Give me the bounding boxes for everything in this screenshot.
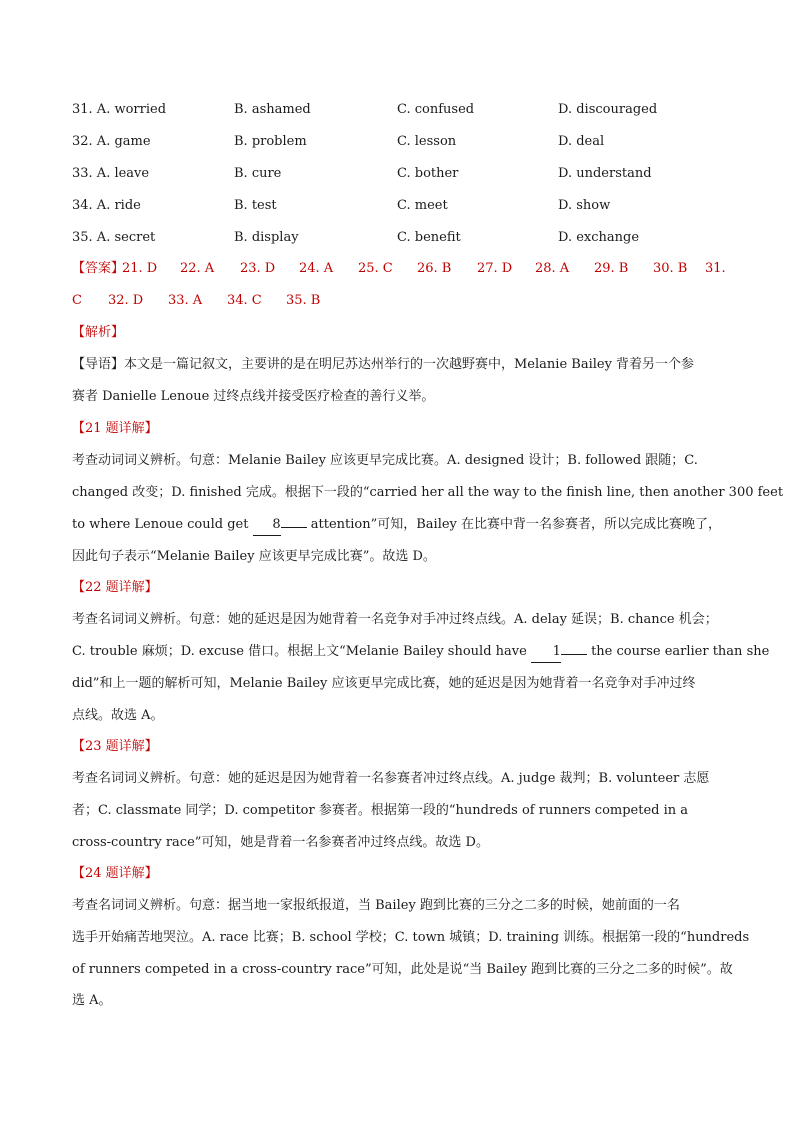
option-d: D. exchange bbox=[558, 230, 640, 245]
guide-line: 【导语】本文是一篇记叙文，主要讲的是在明尼苏达州举行的一次越野赛中，Melanie Bailey 背着另一个参 bbox=[72, 357, 695, 372]
q21-text: attention”可知，Bailey 在比赛中背一名参赛者，所以完成比赛晚了， bbox=[306, 517, 722, 532]
q24-heading: 【24 题详解】 bbox=[72, 866, 158, 881]
answer-item: 25. C bbox=[358, 261, 393, 276]
answer-item: 24. A bbox=[299, 261, 334, 276]
answer-item: 22. A bbox=[180, 261, 215, 276]
q23-line: 者；C. classmate 同学；D. competitor 参赛者。根据第一段的“hundreds of runners competed in a bbox=[72, 803, 689, 818]
q24-line: of runners competed in a cross-country race”可知，此处是说“当 Bailey 跑到比赛的三分之二多的时候”。故 bbox=[72, 962, 733, 977]
option-b: B. problem bbox=[234, 134, 307, 149]
option-c: C. bother bbox=[397, 166, 459, 181]
option-b: B. cure bbox=[234, 166, 282, 181]
option-row-33 bbox=[72, 164, 762, 184]
answer-item: C bbox=[72, 293, 82, 308]
answer-item: 31. bbox=[705, 261, 726, 276]
q22-heading: 【22 题详解】 bbox=[72, 580, 158, 595]
q22-line: 考查名词词义辨析。句意：她的延迟是因为她背着一名竞争对手冲过终点线。A. delay 延误；B. chance 机会； bbox=[72, 612, 718, 627]
answer-item: 21. D bbox=[122, 261, 158, 276]
option-a: 35. A. secret bbox=[72, 230, 156, 245]
q22-text: C. trouble 麻烦；D. excuse 借口。根据上文“Melanie Bailey should have bbox=[72, 644, 531, 659]
answer-item: 26. B bbox=[417, 261, 452, 276]
q21-heading: 【21 题详解】 bbox=[72, 421, 158, 436]
option-b: B. test bbox=[234, 198, 277, 213]
analysis-heading: 【解析】 bbox=[72, 325, 125, 340]
option-b: B. display bbox=[234, 230, 299, 245]
blank-underline bbox=[561, 654, 587, 655]
answer-item: 29. B bbox=[594, 261, 629, 276]
option-row-32 bbox=[72, 132, 762, 152]
q21-line: 因此句子表示“Melanie Bailey 应该更早完成比赛”。故选 D。 bbox=[72, 549, 436, 564]
q24-line: 选手开始痛苦地哭泣。A. race 比赛；B. school 学校；C. town 城镇；D. training 训练。根据第一段的“hundreds bbox=[72, 930, 750, 945]
q21-line: changed 改变；D. finished 完成。根据下一段的“carried her all the way to the finish line, then another 300 feet bbox=[72, 485, 784, 500]
answer-item: 34. C bbox=[227, 293, 262, 308]
option-row-34 bbox=[72, 196, 762, 216]
q21-text: to where Lenoue could get bbox=[72, 517, 253, 532]
answer-row-2 bbox=[72, 291, 722, 311]
option-row-31 bbox=[72, 100, 762, 120]
option-d: D. discouraged bbox=[558, 102, 658, 117]
option-row-35 bbox=[72, 228, 762, 248]
answer-label: 【答案】 bbox=[72, 261, 125, 276]
answer-item: 27. D bbox=[477, 261, 513, 276]
option-d: D. deal bbox=[558, 134, 605, 149]
q23-line: cross-country race”可知，她是背着一名参赛者冲过终点线。故选 D。 bbox=[72, 835, 489, 850]
q21-line: 考查动词词义辨析。句意：Melanie Bailey 应该更早完成比赛。A. designed 设计；B. followed 跟随；C. bbox=[72, 453, 698, 468]
option-a: 33. A. leave bbox=[72, 166, 150, 181]
q21-line bbox=[72, 515, 722, 536]
option-a: 31. A. worried bbox=[72, 102, 167, 117]
option-d: D. show bbox=[558, 198, 611, 213]
option-a: 32. A. game bbox=[72, 134, 151, 149]
guide-line: 赛者 Danielle Lenoue 过终点线并接受医疗检查的善行义举。 bbox=[72, 389, 435, 404]
answer-item: 35. B bbox=[286, 293, 321, 308]
option-c: C. benefit bbox=[397, 230, 461, 245]
option-c: C. confused bbox=[397, 102, 475, 117]
answer-row-1 bbox=[72, 259, 726, 279]
q22-blank: 1 bbox=[531, 642, 561, 663]
q23-line: 考查名词词义辨析。句意：她的延迟是因为她背着一名参赛者冲过终点线。A. judge 裁判；B. volunteer 志愿 bbox=[72, 771, 710, 786]
option-c: C. lesson bbox=[397, 134, 457, 149]
q22-line: 点线。故选 A。 bbox=[72, 708, 164, 723]
q23-heading: 【23 题详解】 bbox=[72, 739, 158, 754]
option-d: D. understand bbox=[558, 166, 652, 181]
answer-item: 28. A bbox=[535, 261, 570, 276]
option-b: B. ashamed bbox=[234, 102, 311, 117]
q22-line bbox=[72, 642, 770, 663]
q24-line: 选 A。 bbox=[72, 993, 112, 1008]
q21-blank: 8 bbox=[253, 515, 281, 536]
answer-item: 32. D bbox=[108, 293, 144, 308]
option-a: 34. A. ride bbox=[72, 198, 141, 213]
q22-line: did”和上一题的解析可知，Melanie Bailey 应该更早完成比赛，她的延迟是因为她背着一名竞争对手冲过终 bbox=[72, 676, 696, 691]
option-c: C. meet bbox=[397, 198, 448, 213]
blank-underline bbox=[281, 527, 307, 528]
answer-item: 23. D bbox=[240, 261, 276, 276]
answer-item: 33. A bbox=[168, 293, 203, 308]
answer-item: 30. B bbox=[653, 261, 688, 276]
q24-line: 考查名词词义辨析。句意：据当地一家报纸报道，当 Bailey 跑到比赛的三分之二多的时候，她前面的一名 bbox=[72, 898, 680, 913]
q22-text: the course earlier than she bbox=[586, 644, 770, 659]
